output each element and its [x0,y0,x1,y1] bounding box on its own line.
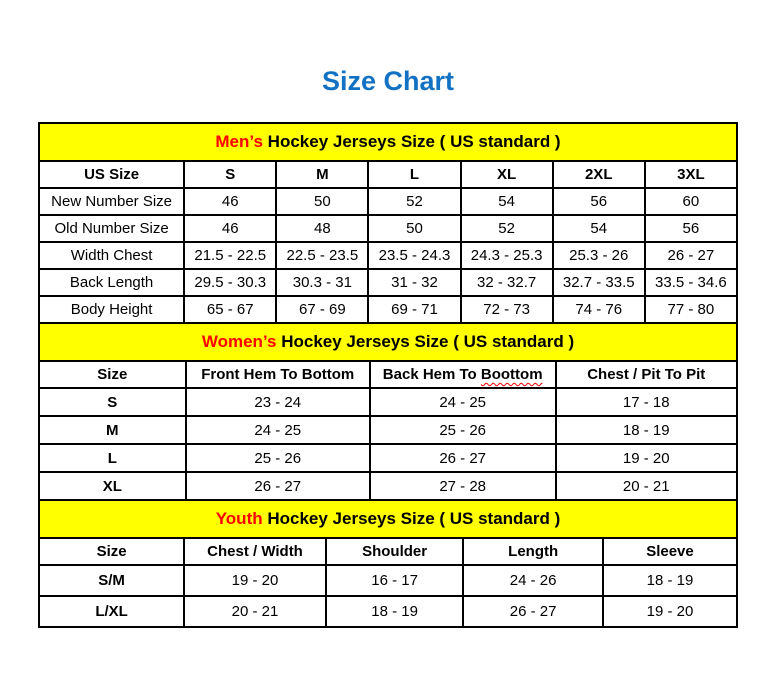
size-value-cell: 46 [184,188,276,215]
womens-section-title [39,323,737,361]
youth-title-highlight: Youth [215,509,263,528]
table-row [39,242,737,269]
size-value-cell: 25.3 - 26 [553,242,645,269]
column-header-cell: US Size [39,161,184,188]
size-value-cell: 31 - 32 [368,269,460,296]
youth-size-table [38,499,738,628]
table-row [39,565,737,596]
womens-header-row [39,361,737,388]
size-value-cell: 65 - 67 [184,296,276,323]
column-header-cell: Length [463,538,603,565]
mens-title-rest: Hockey Jerseys Size ( US standard ) [267,132,561,151]
size-value-cell: 54 [553,215,645,242]
size-value-cell: 18 - 19 [556,416,738,444]
size-value-cell: 25 - 26 [370,416,556,444]
table-row [39,388,737,416]
misspelled-word: Boottom [480,366,543,383]
row-label-cell: XL [39,472,186,500]
column-header-cell: Shoulder [326,538,464,565]
size-value-cell: 24 - 25 [370,388,556,416]
size-value-cell: 77 - 80 [645,296,737,323]
row-label-cell: S [39,388,186,416]
youth-header-row [39,538,737,565]
size-value-cell: 26 - 27 [463,596,603,627]
size-value-cell: 50 [276,188,368,215]
size-value-cell: 22.5 - 23.5 [276,242,368,269]
mens-title-highlight: Men’s [215,132,263,151]
size-value-cell: 23.5 - 24.3 [368,242,460,269]
size-value-cell: 24 - 26 [463,565,603,596]
table-row [39,296,737,323]
size-value-cell: 72 - 73 [461,296,553,323]
size-value-cell: 20 - 21 [184,596,326,627]
mens-size-table [38,122,738,324]
back-hem-label: Back Hem To [382,366,477,383]
size-value-cell: 46 [184,215,276,242]
size-value-cell: 26 - 27 [370,444,556,472]
size-value-cell: 33.5 - 34.6 [645,269,737,296]
row-label-cell: Body Height [39,296,184,323]
size-value-cell: 18 - 19 [326,596,464,627]
row-label-cell: Old Number Size [39,215,184,242]
row-label-cell: New Number Size [39,188,184,215]
womens-title-rest: Hockey Jerseys Size ( US standard ) [281,332,575,351]
size-value-cell: 16 - 17 [326,565,464,596]
size-value-cell: 19 - 20 [556,444,738,472]
size-value-cell: 19 - 20 [603,596,737,627]
column-header-cell: Chest / Width [184,538,326,565]
table-row [39,596,737,627]
column-header-cell: Size [39,361,186,388]
size-value-cell: 19 - 20 [184,565,326,596]
table-row [39,188,737,215]
size-value-cell: 26 - 27 [186,472,370,500]
size-chart-container [38,122,738,628]
size-value-cell: 23 - 24 [186,388,370,416]
size-value-cell: 24.3 - 25.3 [461,242,553,269]
column-header-cell: M [276,161,368,188]
mens-header-row [39,161,737,188]
size-value-cell: 20 - 21 [556,472,738,500]
size-value-cell: 25 - 26 [186,444,370,472]
size-value-cell: 54 [461,188,553,215]
size-value-cell: 24 - 25 [186,416,370,444]
row-label-cell: L/XL [39,596,184,627]
size-value-cell: 74 - 76 [553,296,645,323]
column-header-cell: L [368,161,460,188]
row-label-cell: M [39,416,186,444]
column-header-cell: Front Hem To Bottom [186,361,370,388]
mens-section-title [39,123,737,161]
size-value-cell: 26 - 27 [645,242,737,269]
size-value-cell: 67 - 69 [276,296,368,323]
womens-title-highlight: Women’s [201,332,277,351]
table-row [39,269,737,296]
table-row [39,472,737,500]
row-label-cell: L [39,444,186,472]
size-value-cell: 30.3 - 31 [276,269,368,296]
size-value-cell: 18 - 19 [603,565,737,596]
column-header-cell: XL [461,161,553,188]
size-value-cell: 32.7 - 33.5 [553,269,645,296]
size-value-cell: 52 [368,188,460,215]
column-header-cell: Chest / Pit To Pit [556,361,738,388]
column-header-cell [370,361,556,388]
table-row [39,416,737,444]
size-value-cell: 69 - 71 [368,296,460,323]
womens-size-table [38,322,738,501]
youth-title-rest: Hockey Jerseys Size ( US standard ) [267,509,561,528]
youth-section-title [39,500,737,538]
size-value-cell: 27 - 28 [370,472,556,500]
table-row [39,215,737,242]
youth-section-band [39,500,737,538]
size-value-cell: 32 - 32.7 [461,269,553,296]
size-value-cell: 48 [276,215,368,242]
size-value-cell: 56 [553,188,645,215]
mens-section-band [39,123,737,161]
size-value-cell: 60 [645,188,737,215]
column-header-cell: S [184,161,276,188]
size-value-cell: 29.5 - 30.3 [184,269,276,296]
table-row [39,444,737,472]
row-label-cell: Back Length [39,269,184,296]
row-label-cell: Width Chest [39,242,184,269]
column-header-cell: Size [39,538,184,565]
row-label-cell: S/M [39,565,184,596]
column-header-cell: 2XL [553,161,645,188]
womens-section-band [39,323,737,361]
size-value-cell: 17 - 18 [556,388,738,416]
size-value-cell: 21.5 - 22.5 [184,242,276,269]
column-header-cell: 3XL [645,161,737,188]
page-title: Size Chart [321,66,455,96]
size-value-cell: 52 [461,215,553,242]
column-header-cell: Sleeve [603,538,737,565]
size-value-cell: 56 [645,215,737,242]
size-value-cell: 50 [368,215,460,242]
